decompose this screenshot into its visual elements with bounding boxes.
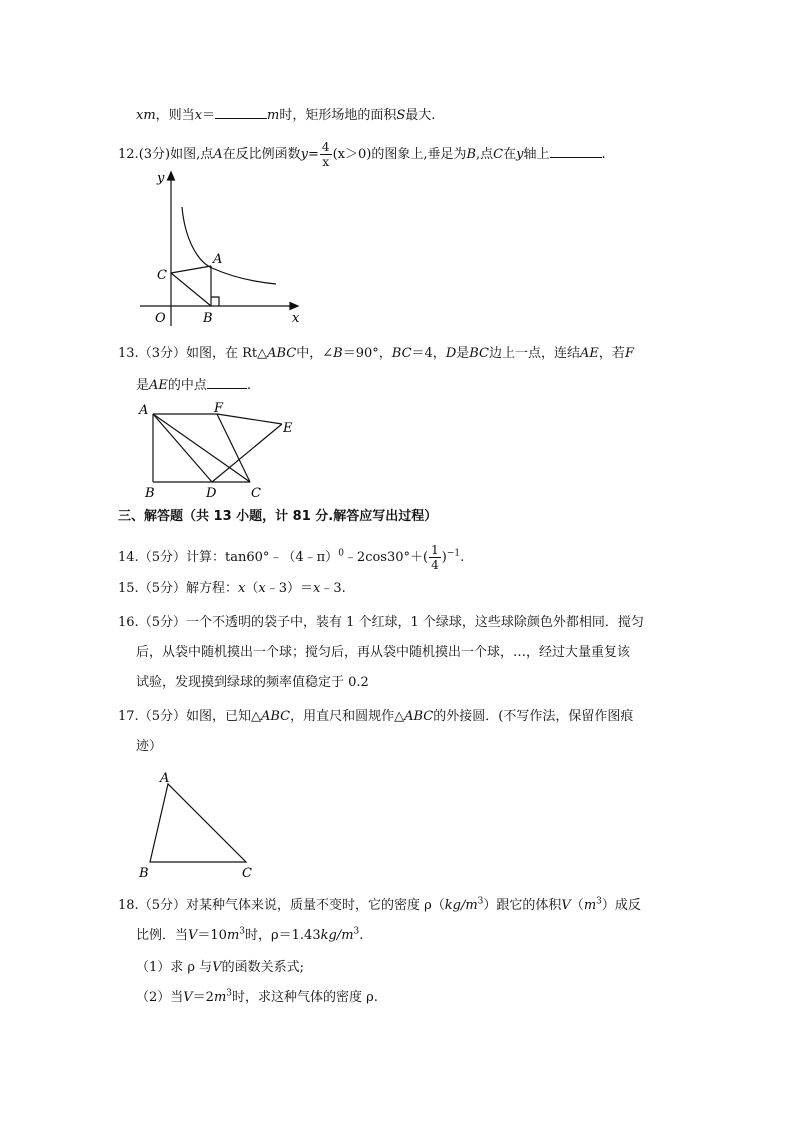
exponent: 0 [338, 548, 344, 559]
var: B [466, 147, 477, 162]
score: （5分） [138, 615, 186, 630]
label-a: A [139, 403, 149, 418]
text: . [601, 147, 606, 162]
text: ＝10 [197, 928, 227, 943]
var: y [516, 147, 524, 162]
text: 计算：tan60°﹣（4﹣π） [185, 550, 339, 565]
text: ，用直尺和圆规作△ [290, 709, 405, 724]
text: 时，矩形场地的面积 [279, 108, 397, 123]
question-number: 16. [118, 615, 139, 630]
exponent: −1 [446, 548, 461, 559]
text: 轴上 [523, 147, 550, 162]
var: BC [391, 346, 412, 361]
question-16-line3: 试验，发现摸到绿球的频率值稳定于 0.2 [136, 675, 369, 690]
score: （5分） [138, 709, 186, 724]
text: 在反比例函数 [222, 147, 301, 162]
question-17-line2: 迹） [136, 739, 163, 754]
text: (x＞0) [332, 147, 372, 162]
question-18-sub2 [136, 988, 378, 1008]
text: 一个不透明的袋子中，装有 1 个红球，1 个绿球，这些球除颜色外都相同．搅匀 [185, 615, 644, 630]
var: BC [469, 346, 490, 361]
var: xm [136, 108, 156, 123]
text: 的图象上,垂足为 [371, 147, 467, 162]
var: x [312, 581, 321, 596]
var: D [445, 346, 457, 361]
text: 的函数关系式; [221, 960, 304, 975]
score: （5分） [138, 898, 186, 913]
var: y [300, 147, 309, 162]
text: ，则当 [155, 108, 195, 123]
var: ABC [404, 709, 434, 724]
label-y: y [157, 171, 165, 186]
label-c: C [157, 268, 167, 283]
question-number: 14. [118, 550, 139, 565]
label-d: D [206, 486, 217, 501]
numerator: 1 [431, 543, 439, 557]
var: AE [580, 346, 599, 361]
question-number: 12. [118, 147, 139, 162]
text: = [308, 147, 319, 162]
var: V [183, 990, 193, 1005]
text: 的中点 [167, 378, 207, 393]
text: 如图，已知△ [185, 709, 261, 724]
question-18-line2 [136, 926, 363, 946]
text: . [246, 378, 252, 393]
text: 对某种气体来说，质量不变时，它的密度 ρ（ [185, 898, 445, 913]
text: （1）求 ρ 与 [136, 960, 213, 975]
text: ﹣2cos30°＋( [343, 550, 429, 565]
text: . [359, 928, 364, 943]
exponent: 3 [353, 926, 360, 937]
var: A [213, 147, 223, 162]
text: ＝ [202, 108, 216, 123]
var: AE [149, 378, 168, 393]
text: ＝90°， [342, 346, 392, 361]
var: x [237, 581, 246, 596]
text: . [460, 550, 465, 565]
text: （ [570, 898, 584, 913]
label-o: O [155, 311, 166, 326]
question-number: 18. [118, 898, 139, 913]
label-c: C [242, 866, 252, 881]
var: x [194, 108, 203, 123]
text: 在 [503, 147, 517, 162]
label-c: C [251, 486, 261, 501]
unit: m [213, 990, 227, 1005]
text: ＝2 [192, 990, 214, 1005]
score: （5分） [138, 550, 186, 565]
label-a: A [160, 771, 170, 786]
unit: kg/m [444, 898, 478, 913]
var: V [188, 928, 198, 943]
question-number: 17. [118, 709, 139, 724]
question-number: 15. [118, 581, 139, 596]
score: （5分） [138, 581, 186, 596]
text: 时，ρ＝1.43 [245, 928, 321, 943]
label-e: E [283, 421, 293, 436]
var: F [624, 346, 634, 361]
denominator: 4 [431, 558, 439, 572]
var: ABC [260, 709, 291, 724]
var: V [212, 960, 222, 975]
var: S [396, 108, 406, 123]
var: C [493, 147, 504, 162]
text: 是 [456, 346, 470, 361]
var: ABC [267, 346, 297, 361]
text: 边上一点，连结 [489, 346, 581, 361]
label-a: A [213, 252, 223, 267]
text: 最大. [405, 108, 436, 123]
text: （2）当 [136, 990, 184, 1005]
question-16-line2: 后，从袋中随机摸出一个球；搅匀后，再从袋中随机摸出一个球，…，经过大量重复该 [136, 645, 631, 660]
label-f: F [214, 401, 224, 416]
label-b: B [139, 866, 149, 881]
text: 中，∠ [296, 346, 334, 361]
exponent: 3 [477, 896, 484, 907]
var: B [333, 346, 343, 361]
text: ,点 [476, 147, 494, 162]
text: ）跟它的体积 [483, 898, 562, 913]
var: V [561, 898, 571, 913]
text: 比例．当 [136, 928, 189, 943]
question-18-sub1 [136, 958, 304, 978]
text: ＝4， [411, 346, 446, 361]
exponent: 3 [596, 896, 602, 907]
label-x: x [292, 311, 300, 326]
question-number: 13. [118, 346, 139, 361]
unit: m [226, 928, 240, 943]
text: 如图,点 [170, 147, 214, 162]
label-b: B [203, 311, 213, 326]
exponent: 3 [226, 988, 233, 999]
score: （3分） [138, 346, 186, 361]
text: ) [441, 550, 447, 565]
text: ﹣3. [320, 581, 346, 596]
label-b: B [145, 486, 155, 501]
text: 的外接圆．(不写作法，保留作图痕 [433, 709, 634, 724]
text: 时，求这种气体的密度 ρ. [232, 990, 378, 1005]
unit: kg/m [320, 928, 354, 943]
unit: m [583, 898, 597, 913]
text: 是 [136, 378, 150, 393]
text: 如图，在 Rt△ [185, 346, 268, 361]
text: 解方程： [185, 581, 238, 596]
denominator: x [322, 155, 330, 169]
text: ，若 [598, 346, 625, 361]
text: ﹣3）＝ [265, 581, 313, 596]
exponent: 3 [239, 926, 246, 937]
numerator: 4 [321, 140, 330, 154]
question-18 [118, 896, 641, 916]
score: (3分) [138, 147, 171, 162]
text: （ [245, 581, 259, 596]
var: m [267, 108, 280, 123]
triangle-abc [150, 784, 246, 862]
text: ）成反 [601, 898, 641, 913]
var: x [258, 581, 266, 596]
section-title: 三、解答题（共 13 小题，计 81 分.解答应写出过程） [118, 509, 438, 524]
